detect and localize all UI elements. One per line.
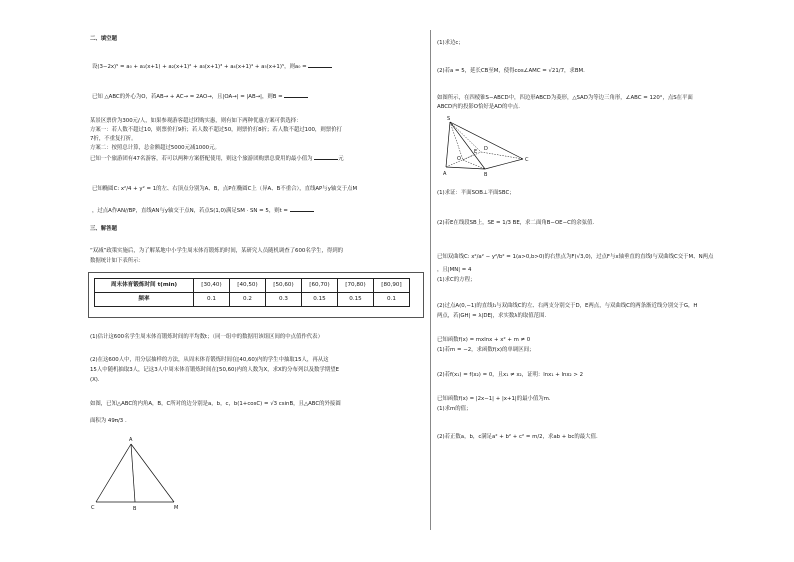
question-5-part-2-line-2: 15人中随机抽取3人，记这3人中周末体育锻炼时间在[50,60)内的人数为X，求X的分布列以及数学期望E [90, 367, 339, 373]
question-7-line-2: ABCD内的投影O恰好是AD的中点. [437, 104, 520, 110]
pyramid-figure [443, 114, 537, 178]
vertex-a-label: A [443, 171, 447, 177]
table-interval: [30,40) [194, 279, 230, 293]
question-10-part-1: (1)求m的值； [437, 406, 472, 412]
table-row [95, 293, 410, 307]
question-9-part-1: (1)若m = −2，求函数f(x)的单调区间； [437, 347, 535, 353]
section-fill-heading: 二、填空题 [90, 36, 117, 42]
edge-sd [450, 122, 481, 152]
edge-am [131, 444, 174, 502]
question-3-text: 已知一个旅游团有47名游客，若可以两种方案搭配使用，则这个旅游团购票总费用的最小值为 [90, 156, 313, 162]
question-6-part-2: (2)若a = 5，延长CB至M，使得cos∠AMC = √21/7，求BM. [437, 68, 585, 74]
question-10-line-1: 已知函数f(x) = |2x−1| + |x+1|的最小值为m. [437, 396, 551, 402]
question-3-line-3: 7折，不重复打折。 [90, 136, 137, 142]
question-9-line-1: 已知函数f(x) = mxlnx + x² + m ≠ 0 [437, 337, 531, 343]
question-5-part-1: (1)估计这600名学生周末体育锻炼时间的平均数t；（同一组中的数据用该组区间的中点值作代表） [90, 334, 323, 340]
question-5-line-1: “双减”政策实施后，为了解某地中小学生周末体育锻炼的时间，某研究人员随机调查了600名学生，得到的 [90, 248, 344, 254]
question-10-part-2: (2)若正数a，b，c满足a² + b² + c² = m/2，求ab + bc的最大值. [437, 434, 598, 440]
vertex-m-label: M [174, 505, 179, 511]
table-header-label: 周末体育锻炼时间 t(min) [95, 279, 194, 293]
table-row [95, 279, 410, 293]
table-frequency: 0.15 [338, 293, 374, 307]
question-6-part-1: (1)求边c； [437, 40, 464, 46]
question-4-text: ，过点A作AN//BP，直线AN与y轴交于点N，若点S(1,0)满足SM · SN = 5，则t = [92, 208, 288, 214]
point-o-label: O [457, 156, 461, 162]
table-frequency: 0.2 [230, 293, 266, 307]
edge-ac [96, 444, 131, 502]
answer-blank [314, 155, 338, 160]
edge-sb [450, 122, 485, 169]
section-answer-heading: 三、解答题 [90, 226, 117, 232]
frequency-table [94, 278, 410, 307]
table-interval: [60,70) [302, 279, 338, 293]
table-frequency: 0.15 [302, 293, 338, 307]
question-8-part-2-line-1: (2)过点A(0,−1)的直线l₁与双曲线C的左、右两支分别交于D，E两点，与双曲线C的两条渐近线分别交于G，H [437, 303, 698, 309]
question-9-part-2: (2)若f(x₁) = f(x₂) = 0，且x₁ ≠ x₂，证明：lnx₁ + lnx₂ > 2 [437, 372, 584, 378]
answer-blank [290, 207, 314, 212]
question-7-part-2: (2)若E在线段SB上，SE = 1/3 BE，求二面角B−OE−C的余弦值. [437, 220, 595, 226]
question-1-text: 设(3−2x)⁵ = a₀ + a₁(x+1) + a₂(x+1)² + a₃(x+1)³ + a₄(x+1)⁴ + a₅(x+1)⁵，则a₀ = [92, 64, 307, 70]
vertex-s-label: S [447, 116, 451, 122]
vertex-b-label: B [133, 506, 137, 512]
edge-ab [131, 444, 135, 502]
table-row-label: 频率 [95, 293, 194, 307]
answer-blank [284, 93, 308, 98]
question-8-part-2-line-2: 两点，若|GH| = λ|DE|，求实数λ的取值范围. [437, 313, 547, 319]
edge-sa [446, 122, 450, 167]
question-3-line-1: 某景区票价为300元/人，如果参观游客超过团购实惠，则有如下两种优惠方案可供选择： [90, 118, 302, 124]
question-3-line-2: 方案一：若人数不超过10，则票价打9折；若人数不超过50，则票价打8折；若人数不超过100，则票价打 [90, 127, 342, 133]
table-interval: [80,90] [374, 279, 410, 293]
right-column [437, 0, 737, 562]
question-3-line-5 [90, 155, 344, 163]
question-4-line-2 [92, 207, 314, 215]
point-e-label: E [474, 149, 478, 155]
triangle-figure [88, 436, 188, 514]
question-8-line-1: 已知双曲线C: x²/a² − y²/b² = 1(a>0,b>0)的右焦点为F(√3,0)，过点F与x轴垂直的直线l与双曲线C交于M、N两点 [437, 254, 714, 260]
question-2-text: 已知 △ABC的外心为O，若AB→ + AC→ = 2AO→，且|OA→| = |AB→|，则B = [92, 94, 283, 100]
table-frequency: 0.1 [194, 293, 230, 307]
question-5-part-2-line-3: (X). [90, 377, 100, 383]
question-3-line-4: 方案二：按照总计算，总金额超过5000元减1000元。 [90, 145, 220, 151]
vertex-c-label: C [91, 505, 95, 511]
question-8-line-2: ，且|MN| = 4 [437, 267, 472, 273]
question-6-line-1: 如图，已知△ABC的内角A，B，C所对的边分别是a，b，c，b(1+cosC) = √3 csinB，且△ABC的外接圆 [90, 401, 341, 407]
edge-bc [485, 159, 523, 169]
vertex-c-label: C [525, 157, 529, 163]
table-frequency: 0.3 [266, 293, 302, 307]
answer-blank [308, 63, 332, 68]
question-2 [92, 93, 308, 101]
question-7-line-1: 如图所示，在四棱锥S−ABCD中，四边形ABCD为菱形，△SAD为等边三角形，∠ABC = 120°，点S在平面 [437, 95, 693, 101]
vertex-d-label: D [484, 146, 488, 152]
question-8-part-1: (1)求C的方程； [437, 277, 476, 283]
question-7-part-1: (1)求证：平面SOB⊥平面SBC； [437, 190, 515, 196]
vertex-b-label: B [484, 172, 488, 178]
question-6-line-2: 面积为 49π/3 . [90, 418, 127, 424]
table-interval: [50,60) [266, 279, 302, 293]
table-interval: [70,80) [338, 279, 374, 293]
left-column [88, 0, 424, 562]
vertex-a-label: A [129, 437, 133, 443]
question-5-part-2-line-1: (2)在这600人中，用分层抽样的方法，从周末体育锻炼时间在[40,60)内的学生中抽取15人，再从这 [90, 357, 329, 363]
question-4-line-1: 已知椭圆C: x²/4 + y² = 1的左、右顶点分别为A、B，点P在椭圆C上（异A、B不重合），直线AP与y轴交于点M [92, 186, 358, 192]
question-1 [92, 63, 332, 71]
table-interval: [40,50) [230, 279, 266, 293]
question-5-line-2: 数据统计如下表所示： [90, 258, 144, 264]
column-divider [430, 30, 431, 530]
edge-ab [446, 167, 485, 169]
table-frequency: 0.1 [374, 293, 410, 307]
unit-label: 元 [338, 156, 344, 162]
